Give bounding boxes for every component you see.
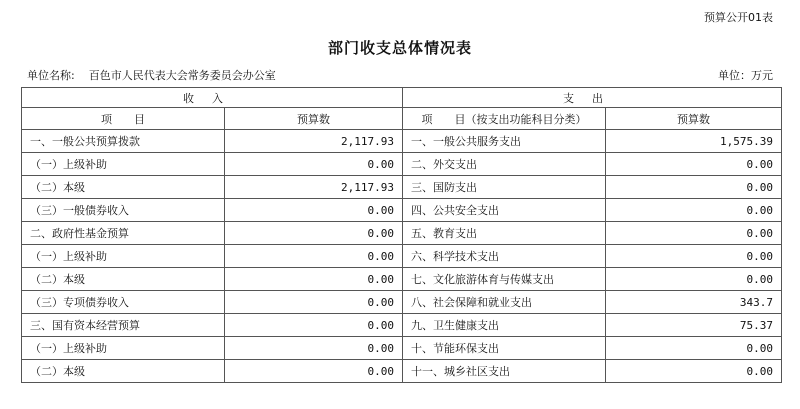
table-row [22,245,782,268]
income-budget-cell: 0.00 [225,268,403,291]
income-budget-column-header: 预算数 [225,108,403,130]
income-item-cell: （二）本级 [22,176,225,199]
table-row [22,360,782,383]
money-unit: 单位：万元 [718,69,773,82]
income-budget-cell: 0.00 [225,222,403,245]
income-item-cell: （二）本级 [22,360,225,383]
expense-budget-cell: 0.00 [606,153,782,176]
table-row [22,222,782,245]
expense-budget-cell: 0.00 [606,199,782,222]
expense-budget-cell: 343.7 [606,291,782,314]
income-budget-cell: 0.00 [225,291,403,314]
income-budget-cell: 0.00 [225,337,403,360]
expense-budget-cell: 0.00 [606,337,782,360]
expense-budget-cell: 75.37 [606,314,782,337]
expense-item-cell: 八、社会保障和就业支出 [403,291,606,314]
income-budget-cell: 2,117.93 [225,176,403,199]
income-item-cell: （三）一般债券收入 [22,199,225,222]
unit-name-value: 百色市人民代表大会常务委员会办公室 [88,69,276,82]
income-item-cell: （一）上级补助 [22,337,225,360]
expense-item-cell: 七、文化旅游体育与传媒支出 [403,268,606,291]
income-budget-cell: 2,117.93 [225,130,403,153]
page-title: 部门收支总体情况表 [327,39,472,57]
expense-item-cell: 三、国防支出 [403,176,606,199]
expense-item-column-header: 项 目（按支出功能科目分类） [403,108,606,130]
expense-item-cell: 六、科学技术支出 [403,245,606,268]
table-row [22,176,782,199]
income-item-cell: （三）专项债券收入 [22,291,225,314]
expense-item-cell: 五、教育支出 [403,222,606,245]
table-column-header-row [22,108,782,130]
income-budget-cell: 0.00 [225,153,403,176]
income-budget-cell: 0.00 [225,245,403,268]
income-item-cell: 二、政府性基金预算 [22,222,225,245]
unit-name-label: 单位名称: [27,69,75,82]
table-body [22,130,782,383]
income-item-cell: （一）上级补助 [22,153,225,176]
unit-name [27,67,276,83]
table-row [22,291,782,314]
budget-table [21,87,782,383]
income-item-cell: （一）上级补助 [22,245,225,268]
expense-item-cell: 九、卫生健康支出 [403,314,606,337]
income-item-cell: （二）本级 [22,268,225,291]
table-group-header-row [22,88,782,108]
table-row [22,130,782,153]
expense-budget-cell: 0.00 [606,268,782,291]
form-number: 预算公开01表 [704,11,773,24]
income-budget-cell: 0.00 [225,314,403,337]
income-group-header: 收入 [22,88,403,108]
table-row [22,268,782,291]
expense-item-cell: 二、外交支出 [403,153,606,176]
table-row [22,314,782,337]
income-item-cell: 一、一般公共预算拨款 [22,130,225,153]
expense-budget-cell: 0.00 [606,222,782,245]
expense-budget-cell: 1,575.39 [606,130,782,153]
expense-item-cell: 十、节能环保支出 [403,337,606,360]
income-item-cell: 三、国有资本经营预算 [22,314,225,337]
income-budget-cell: 0.00 [225,199,403,222]
expense-item-cell: 四、公共安全支出 [403,199,606,222]
expense-group-header: 支出 [403,88,782,108]
table-row [22,337,782,360]
expense-budget-cell: 0.00 [606,245,782,268]
expense-budget-column-header: 预算数 [606,108,782,130]
expense-budget-cell: 0.00 [606,176,782,199]
expense-item-cell: 十一、城乡社区支出 [403,360,606,383]
income-budget-cell: 0.00 [225,360,403,383]
expense-item-cell: 一、一般公共服务支出 [403,130,606,153]
table-row [22,199,782,222]
expense-budget-cell: 0.00 [606,360,782,383]
income-item-column-header: 项 目 [22,108,225,130]
table-row [22,153,782,176]
